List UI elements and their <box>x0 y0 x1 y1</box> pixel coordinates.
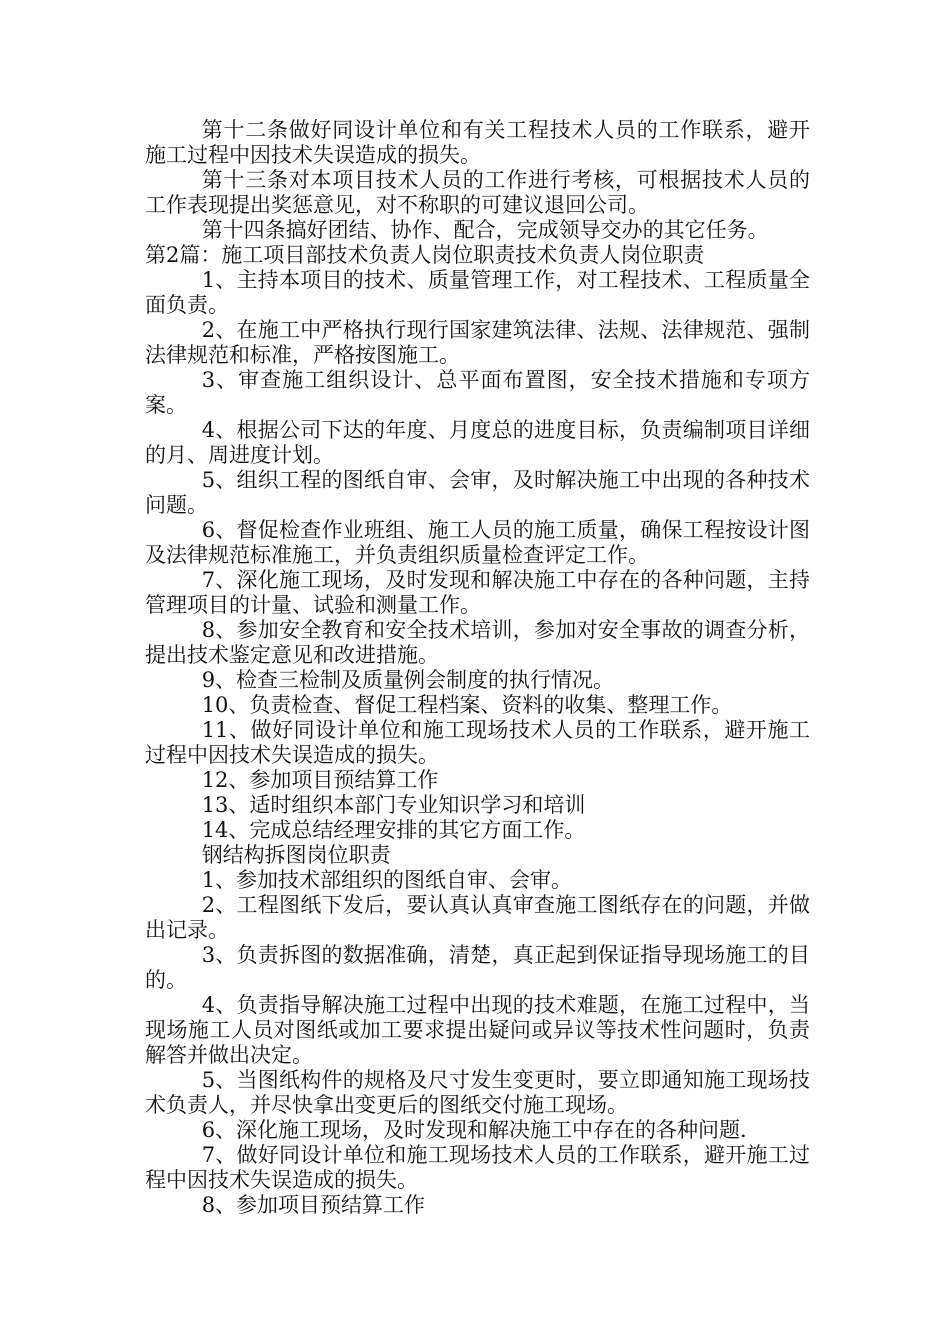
duty-item-14: 14、完成总结经理安排的其它方面工作。 <box>201 818 586 842</box>
paragraph-article-12: 第十二条做好同设计单位和有关工程技术人员的工作联系，避开施工过程中因技术失误造成的损失。 <box>145 118 810 167</box>
duty-item-7: 7、深化施工现场，及时发现和解决施工中存在的各种问题，主持管理项目的计量、试验和测量工作。 <box>145 568 810 617</box>
duty-item-8: 8、参加安全教育和安全技术培训，参加对安全事故的调查分析，提出技术鉴定意见和改进措施。 <box>145 618 810 667</box>
section-heading-steel-drawing: 钢结构拆图岗位职责 <box>201 843 391 867</box>
section-heading-part-2: 第2篇：施工项目部技术负责人岗位职责技术负责人岗位职责 <box>145 243 705 267</box>
steel-duty-item-8: 8、参加项目预结算工作 <box>201 1193 426 1217</box>
steel-duty-item-7: 7、做好同设计单位和施工现场技术人员的工作联系，避开施工过程中因技术失误造成的损失。 <box>145 1143 810 1192</box>
document-body <box>145 118 810 1218</box>
steel-duty-item-5: 5、当图纸构件的规格及尺寸发生变更时，要立即通知施工现场技术负责人，并尽快拿出变更后的图纸交付施工现场。 <box>145 1068 810 1117</box>
paragraph-article-14: 第十四条搞好团结、协作、配合，完成领导交办的其它任务。 <box>201 218 769 242</box>
steel-duty-item-3: 3、负责拆图的数据准确，清楚，真正起到保证指导现场施工的目的。 <box>145 943 810 992</box>
steel-duty-item-2: 2、工程图纸下发后，要认真认真审查施工图纸存在的问题，并做出记录。 <box>145 893 810 942</box>
duty-item-5: 5、组织工程的图纸自审、会审，及时解决施工中出现的各种技术问题。 <box>145 468 810 517</box>
duty-item-2: 2、在施工中严格执行现行国家建筑法律、法规、法律规范、强制法律规范和标准，严格按图施工。 <box>145 318 810 367</box>
duty-item-3: 3、审查施工组织设计、总平面布置图，安全技术措施和专项方案。 <box>145 368 810 417</box>
duty-item-4: 4、根据公司下达的年度、月度总的进度目标，负责编制项目详细的月、周进度计划。 <box>145 418 810 467</box>
duty-item-12: 12、参加项目预结算工作 <box>201 768 439 792</box>
duty-item-13: 13、适时组织本部门专业知识学习和培训 <box>201 793 586 817</box>
steel-duty-item-1: 1、参加技术部组织的图纸自审、会审。 <box>201 868 573 892</box>
duty-item-9: 9、检查三检制及质量例会制度的执行情况。 <box>201 668 615 692</box>
steel-duty-item-4: 4、负责指导解决施工过程中出现的技术难题，在施工过程中，当现场施工人员对图纸或加工要求提出疑问或异议等技术性问题时，负责解答并做出决定。 <box>145 993 810 1067</box>
paragraph-article-13: 第十三条对本项目技术人员的工作进行考核，可根据技术人员的工作表现提出奖惩意见，对不称职的可建议退回公司。 <box>145 168 810 217</box>
steel-duty-item-6: 6、深化施工现场，及时发现和解决施工中存在的各种问题. <box>201 1118 747 1142</box>
duty-item-6: 6、督促检查作业班组、施工人员的施工质量，确保工程按设计图及法律规范标准施工，并负责组织质量检查评定工作。 <box>145 518 810 567</box>
duty-item-1: 1、主持本项目的技术、质量管理工作，对工程技术、工程质量全面负责。 <box>145 268 810 317</box>
duty-item-11: 11、做好同设计单位和施工现场技术人员的工作联系，避开施工过程中因技术失误造成的损失。 <box>145 718 810 767</box>
duty-item-10: 10、负责检查、督促工程档案、资料的收集、整理工作。 <box>201 693 733 717</box>
